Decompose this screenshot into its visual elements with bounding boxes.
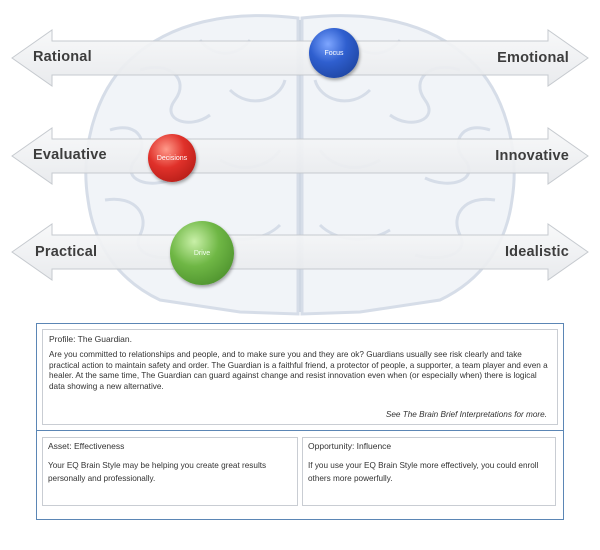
focus-dot-label: Focus [324, 49, 344, 57]
profile-body: Are you committed to relationships and people, and to make sure you and they are ok? Guardians usually see risk clearly and take practical action to maintain safety and order. The Guardian is a faithful friend, a protector of people, a supporter, a team player and even a healer. At the same time, The Guardian can guard against change and resist innovation even when (or especially when) there is logical data showing a new alternative. [49, 350, 548, 391]
drive-dot [170, 221, 234, 285]
axis-label-emotional: Emotional [497, 50, 569, 66]
asset-box [42, 437, 298, 506]
profile-title: Profile: The Guardian. [49, 334, 132, 344]
decisions-dot [148, 134, 196, 182]
profile-panel [36, 323, 564, 431]
axis-label-practical: Practical [35, 244, 98, 260]
axis-label-evaluative: Evaluative [33, 147, 107, 163]
asset-body: Your EQ Brain Style may be helping you create great results personally and professionally. [48, 461, 267, 483]
decisions-dot-label: Decisions [156, 154, 188, 162]
opportunity-box [302, 437, 556, 506]
opportunity-title: Opportunity: Influence [308, 441, 392, 451]
drive-dot-label: Drive [193, 249, 211, 257]
profile-inner-box [42, 329, 558, 425]
axis-label-idealistic: Idealistic [504, 244, 569, 260]
axis-label-innovative: Innovative [495, 148, 569, 164]
profile-note: See The Brain Brief Interpretations for more. [385, 410, 547, 419]
asset-title: Asset: Effectiveness [48, 441, 125, 451]
axis-label-rational: Rational [33, 49, 92, 65]
opportunity-body: If you use your EQ Brain Style more effectively, you could enroll others more powerfully. [308, 461, 539, 483]
asset-opportunity-panel [36, 430, 564, 520]
focus-dot [309, 28, 359, 78]
